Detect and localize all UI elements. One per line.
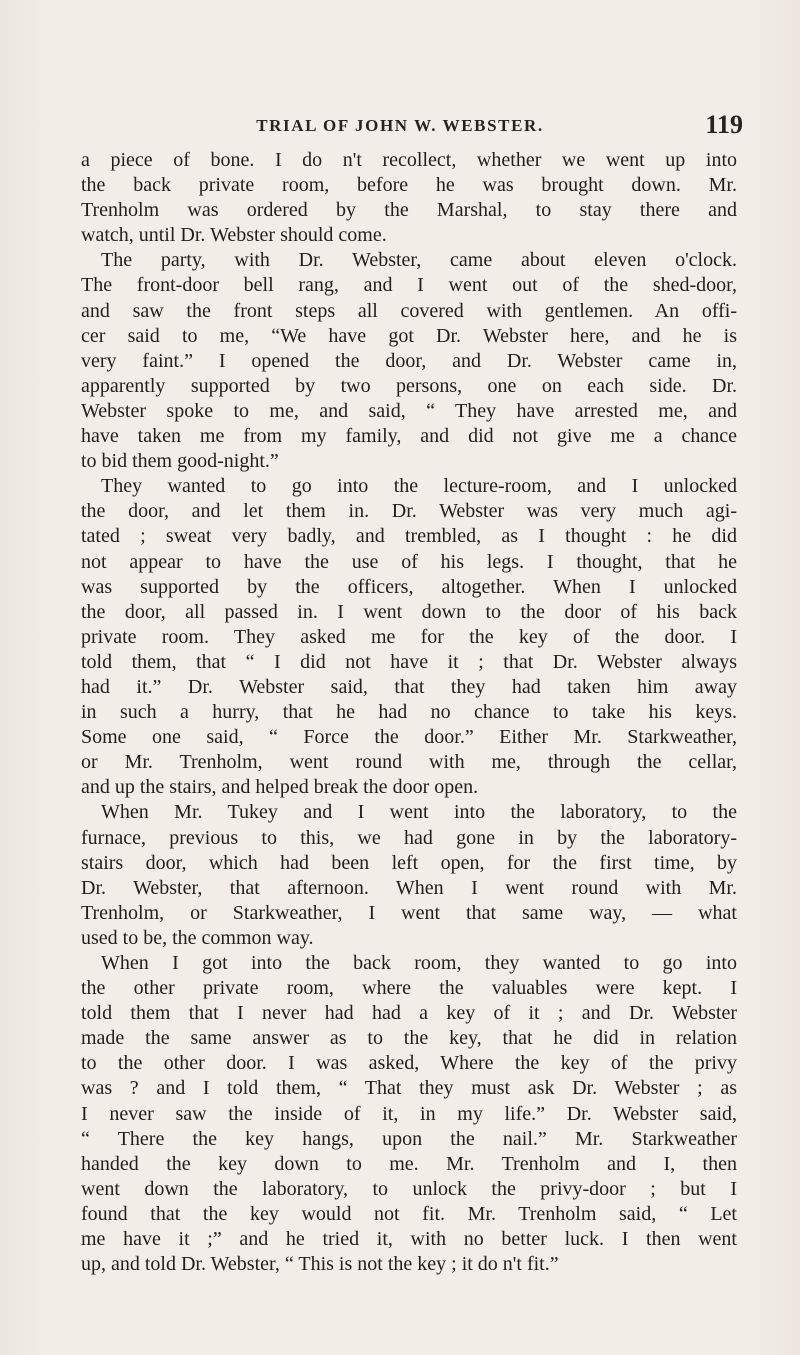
text-line: Some one said, “ Force the door.” Either Mr. Starkweather,	[81, 726, 737, 749]
text-line: watch, until Dr. Webster should come.	[81, 224, 387, 247]
text-line: not appear to have the use of his legs. I thought, that he	[81, 550, 737, 573]
text-line: was ? and I told them, “ That they must ask Dr. Webster ; as	[81, 1077, 737, 1100]
page-number: 119	[705, 110, 743, 139]
text-line: the back private room, before he was brought down. Mr.	[81, 174, 737, 197]
text-line: Trenholm, or Starkweather, I went that same way, — what	[81, 901, 737, 924]
text-line: found that the key would not fit. Mr. Trenholm said, “ Let	[81, 1202, 737, 1225]
text-line: very faint.” I opened the door, and Dr. Webster came in,	[81, 349, 737, 372]
text-line: the door, all passed in. I went down to the door of his back	[81, 600, 737, 623]
text-line: tated ; sweat very badly, and trembled, as I thought : he did	[81, 525, 737, 548]
text-line: Webster spoke to me, and said, “ They have arrested me, and	[81, 399, 737, 422]
text-line: up, and told Dr. Webster, “ This is not the key ; it do n't fit.”	[81, 1253, 559, 1276]
text-line: private room. They asked me for the key of the door. I	[81, 625, 737, 648]
text-line: cer said to me, “We have got Dr. Webster here, and he is	[81, 324, 737, 347]
text-line: told them that I never had had a key of it ; and Dr. Webster	[81, 1002, 737, 1025]
text-line: to bid them good-night.”	[81, 450, 279, 473]
text-line: had it.” Dr. Webster said, that they had taken him away	[81, 675, 737, 698]
text-line: was supported by the officers, altogether. When I unlocked	[81, 575, 737, 598]
text-line: When I got into the back room, they wanted to go into	[101, 952, 737, 974]
running-head: TRIAL OF JOHN W. WEBSTER.	[256, 116, 544, 135]
text-line: used to be, the common way.	[81, 926, 314, 949]
text-line: and saw the front steps all covered with gentlemen. An offi-	[81, 299, 737, 322]
text-line: I never saw the inside of it, in my life.” Dr. Webster said,	[81, 1102, 737, 1125]
text-line: Trenholm was ordered by the Marshal, to stay there and	[81, 199, 737, 222]
text-line: stairs door, which had been left open, for the first time, by	[81, 851, 737, 874]
text-line: apparently supported by two persons, one on each side. Dr.	[81, 374, 737, 397]
text-line: went down the laboratory, to unlock the privy-door ; but I	[81, 1177, 737, 1200]
text-line: the other private room, where the valuables were kept. I	[81, 977, 737, 1000]
text-line: to the other door. I was asked, Where the key of the privy	[81, 1052, 737, 1075]
text-line: and up the stairs, and helped break the door open.	[81, 776, 479, 799]
page-header	[0, 106, 800, 142]
text-line: in such a hurry, that he had no chance to take his keys.	[81, 701, 737, 724]
text-line: handed the key down to me. Mr. Trenholm and I, then	[81, 1152, 737, 1175]
text-line: They wanted to go into the lecture-room, and I unlocked	[101, 475, 737, 498]
body-text	[81, 148, 737, 1277]
text-line: The party, with Dr. Webster, came about eleven o'clock.	[101, 249, 737, 272]
text-line: The front-door bell rang, and I went out of the shed-door,	[81, 274, 737, 297]
text-line: furnace, previous to this, we had gone in by the laboratory-	[81, 826, 737, 849]
text-line: have taken me from my family, and did not give me a chance	[81, 425, 737, 448]
text-line: a piece of bone. I do n't recollect, whether we went up into	[81, 149, 737, 171]
text-line: or Mr. Trenholm, went round with me, through the cellar,	[81, 751, 737, 774]
text-line: When Mr. Tukey and I went into the laboratory, to the	[101, 801, 737, 824]
text-line: Dr. Webster, that afternoon. When I went round with Mr.	[81, 876, 737, 899]
text-line: made the same answer as to the key, that he did in relation	[81, 1027, 737, 1050]
text-line: the door, and let them in. Dr. Webster was very much agi-	[81, 500, 737, 523]
text-line: me have it ;” and he tried it, with no better luck. I then went	[81, 1228, 737, 1251]
text-line: told them, that “ I did not have it ; that Dr. Webster always	[81, 650, 737, 673]
text-line: “ There the key hangs, upon the nail.” Mr. Starkweather	[81, 1127, 737, 1150]
